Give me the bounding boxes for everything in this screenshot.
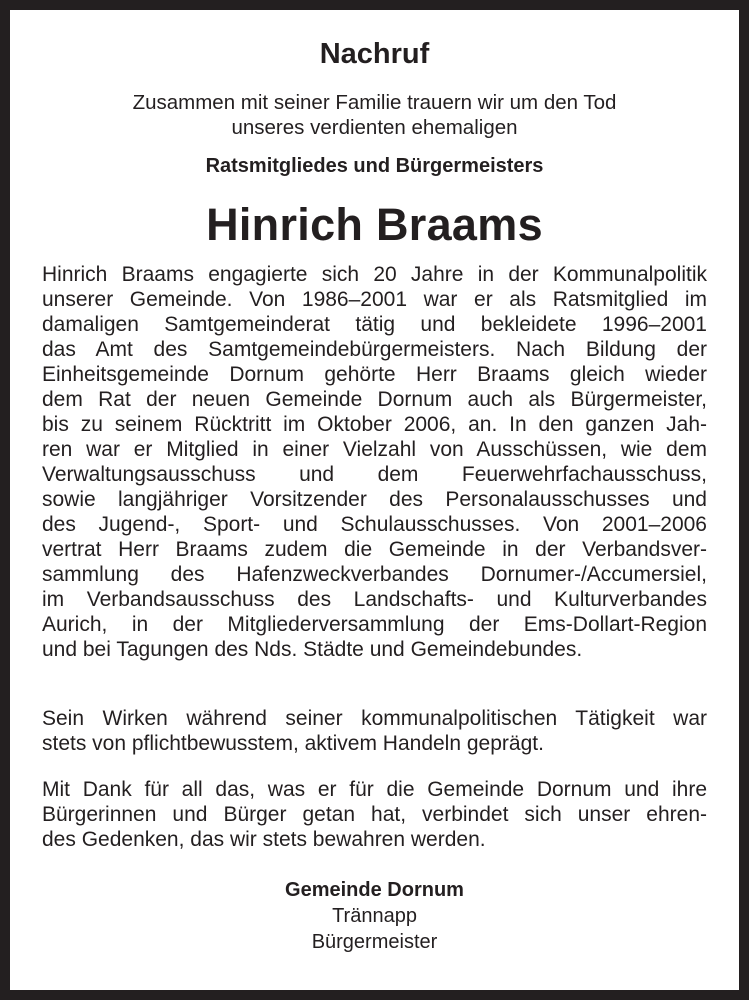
deceased-name: Hinrich Braams: [206, 199, 543, 250]
text-line: vertrat Herr Braams zudem die Gemeinde in der Verbandsver-: [42, 538, 707, 561]
text-line: damaligen Samtgemeinderat tätig und bekleidete 1996–2001: [42, 313, 707, 336]
paragraph-2: [42, 706, 707, 756]
text-line: sammlung des Hafenzweckverbandes Dornumer-/Accumersiel,: [42, 563, 707, 586]
intro-line: unseres verdienten ehemaligen: [231, 116, 518, 139]
text-line: stets von pflichtbewusstem, aktivem Handeln geprägt.: [42, 732, 544, 755]
text-line: dem Rat der neuen Gemeinde Dornum auch als Bürgermeister,: [42, 388, 707, 411]
text-line: bis zu seinem Rücktritt im Oktober 2006, an. In den ganzen Jah-: [42, 413, 707, 436]
text-line: des Jugend-, Sport- und Schulausschusses. Von 2001–2006: [42, 513, 707, 536]
text-line: Aurich, in der Mitgliederversammlung der Ems-Dollart-Region: [42, 613, 707, 636]
signature: [0, 877, 749, 955]
text-line: Einheitsgemeinde Dornum gehörte Herr Braams gleich wieder: [42, 363, 707, 386]
heading: Nachruf: [319, 38, 430, 70]
text-line: Bürgerinnen und Bürger getan hat, verbindet sich unser ehren-: [42, 803, 707, 826]
text-line: Verwaltungsausschuss und dem Feuerwehrfachausschuss,: [42, 463, 707, 486]
signature-name: Trännapp: [332, 905, 417, 927]
signature-org: Gemeinde Dornum: [285, 879, 464, 901]
signature-role: Bürgermeister: [311, 931, 438, 953]
paragraph-3: [42, 777, 707, 852]
paragraph-1: [42, 262, 707, 662]
subtitle: Ratsmitgliedes und Bürgermeisters: [205, 155, 544, 177]
text-line: und bei Tagungen des Nds. Städte und Gemeindebundes.: [42, 638, 583, 661]
text-line: im Verbandsausschuss des Landschafts- und Kulturverbandes: [42, 588, 707, 611]
text-line: unserer Gemeinde. Von 1986–2001 war er als Ratsmitglied im: [42, 288, 707, 311]
text-line: des Gedenken, das wir stets bewahren werden.: [42, 828, 486, 851]
text-line: Sein Wirken während seiner kommunalpolitischen Tätigkeit war: [42, 707, 707, 730]
text-line: das Amt des Samtgemeindebürgermeisters. Nach Bildung der: [42, 338, 707, 361]
intro: [0, 90, 749, 140]
text-line: sowie langjähriger Vorsitzender des Personalausschusses und: [42, 488, 707, 511]
intro-line: Zusammen mit seiner Familie trauern wir um den Tod: [132, 91, 617, 114]
text-line: Mit Dank für all das, was er für die Gemeinde Dornum und ihre: [42, 778, 707, 801]
text-line: Hinrich Braams engagierte sich 20 Jahre in der Kommunalpolitik: [42, 263, 707, 286]
text-line: ren war er Mitglied in einer Vielzahl von Ausschüssen, wie dem: [42, 438, 707, 461]
